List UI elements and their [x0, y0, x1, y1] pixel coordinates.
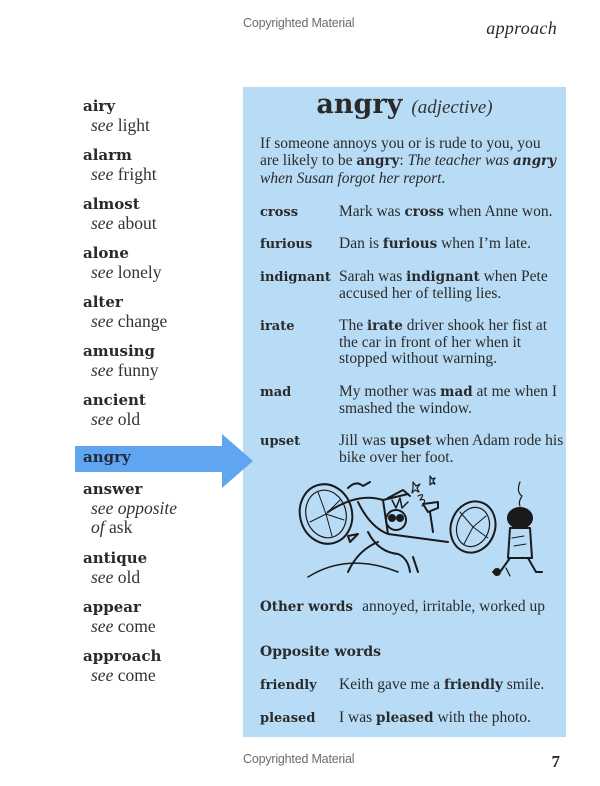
see-label: see	[91, 409, 114, 429]
definition-end: .	[441, 170, 446, 187]
synonym-example	[339, 318, 564, 368]
index-entry-alone[interactable]	[83, 244, 161, 282]
see-label: see	[91, 311, 114, 331]
synonym-example	[339, 236, 564, 253]
index-cross-reference	[83, 617, 156, 636]
opposite-words-heading: Opposite words	[260, 644, 381, 660]
index-cross-reference	[83, 361, 159, 380]
see-label: see	[91, 616, 114, 636]
ref-word: old	[117, 567, 141, 587]
copyright-notice-bottom: Copyrighted Material	[243, 752, 355, 766]
example-text: The	[339, 317, 367, 334]
example-text: when Adam rode his bike over her foot.	[339, 432, 564, 466]
opposite-example	[339, 710, 564, 727]
example-text: Jill was	[339, 432, 390, 449]
example-text: driver shook her fist at the car in front of her when it stopped without warning.	[339, 317, 548, 367]
see-label: see opposite	[91, 498, 178, 518]
index-headword: airy	[83, 97, 116, 115]
ref-word: come	[117, 665, 156, 685]
index-cross-reference	[83, 312, 167, 331]
index-cross-reference	[83, 263, 161, 282]
see-label: see	[91, 262, 114, 282]
index-cross-reference	[83, 499, 177, 518]
index-entry-appear[interactable]	[83, 598, 156, 636]
example-text: when I’m late.	[437, 235, 532, 252]
index-entry-angry-highlighted[interactable]: angry	[83, 448, 131, 466]
example-text: Sarah was	[339, 268, 407, 285]
index-headword: almost	[83, 195, 140, 213]
index-cross-reference	[83, 666, 161, 685]
index-cross-reference-cont	[83, 518, 177, 537]
index-headword: alter	[83, 293, 123, 311]
cartoon-illustration	[288, 472, 548, 582]
example-text: at me when I smashed the window.	[339, 383, 558, 417]
definition-text: If someone annoys you or is rude to you, you are likely to be	[260, 135, 541, 169]
index-entry-alter[interactable]	[83, 293, 167, 331]
ref-word: about	[117, 213, 157, 233]
example-text: when Anne won.	[443, 203, 553, 220]
example-keyword: indignant	[406, 269, 480, 285]
entry-title	[243, 89, 566, 120]
see-label: see	[91, 567, 114, 587]
index-headword: approach	[83, 647, 162, 665]
index-cross-reference	[83, 165, 157, 184]
other-words	[260, 596, 545, 616]
example-text: when Susan forgot her report	[260, 170, 442, 187]
example-text: I was	[339, 709, 377, 726]
index-headword: antique	[83, 549, 148, 567]
ref-word: funny	[117, 360, 159, 380]
entry-panel	[243, 87, 566, 737]
entry-headword: angry	[316, 89, 403, 120]
ref-word: lonely	[117, 262, 162, 282]
index-cross-reference	[83, 116, 150, 135]
synonym-word: furious	[260, 237, 313, 252]
index-cross-reference	[83, 568, 147, 587]
synonym-word: upset	[260, 434, 301, 449]
entry-definition	[260, 135, 560, 187]
ref-word: fright	[117, 164, 157, 184]
index-entry-alarm[interactable]	[83, 146, 157, 184]
see-label: see	[91, 115, 114, 135]
example-keyword: irate	[366, 318, 403, 334]
opposite-word: pleased	[260, 711, 316, 726]
synonym-word: mad	[260, 385, 292, 400]
example-keyword: friendly	[444, 677, 503, 693]
synonym-example	[339, 433, 564, 466]
synonym-word: indignant	[260, 270, 331, 285]
index-headword: ancient	[83, 391, 146, 409]
opposite-example	[339, 677, 564, 694]
copyright-notice-top: Copyrighted Material	[243, 16, 355, 30]
index-cross-reference	[83, 214, 157, 233]
example-text: Dan is	[339, 235, 383, 252]
synonym-example	[339, 269, 564, 302]
see-label: see	[91, 665, 114, 685]
index-headword: alarm	[83, 146, 132, 164]
example-text: The teacher was	[407, 152, 514, 169]
ref-word: change	[117, 311, 168, 331]
index-entry-almost[interactable]	[83, 195, 157, 233]
ref-word: come	[117, 616, 156, 636]
index-headword: amusing	[83, 342, 156, 360]
part-of-speech: (adjective)	[411, 97, 493, 118]
example-text: when Pete accused her of telling lies.	[339, 268, 548, 302]
synonym-word: irate	[260, 319, 295, 334]
synonym-example	[339, 204, 564, 221]
other-words-list: annoyed, irritable, worked up	[362, 598, 546, 615]
index-headword: answer	[83, 480, 143, 498]
ref-word: old	[117, 409, 141, 429]
ref-word: ask	[109, 517, 133, 537]
see-label: see	[91, 360, 114, 380]
synonym-example	[339, 384, 564, 417]
other-words-label: Other words	[260, 599, 353, 615]
example-text: smile.	[502, 676, 545, 693]
index-headword: alone	[83, 244, 129, 262]
definition-keyword: angry	[356, 153, 400, 169]
definition-punct: :	[399, 152, 408, 169]
synonym-word: cross	[260, 205, 299, 220]
index-cross-reference	[83, 410, 146, 429]
index-entry-approach[interactable]	[83, 647, 161, 685]
see-label: see	[91, 213, 114, 233]
page-number: 7	[551, 752, 560, 771]
opposite-word: friendly	[260, 678, 317, 693]
index-headword: appear	[83, 598, 141, 616]
running-head: approach	[486, 18, 557, 38]
index-entry-amusing[interactable]	[83, 342, 159, 380]
see-label: see	[91, 164, 114, 184]
example-text: Mark was	[339, 203, 405, 220]
example-keyword: upset	[389, 433, 432, 449]
index-entry-antique[interactable]	[83, 549, 147, 587]
example-keyword: furious	[382, 236, 438, 252]
example-text: with the photo.	[433, 709, 531, 726]
ref-word: light	[117, 115, 150, 135]
see-label: of	[91, 517, 105, 537]
example-keyword: cross	[404, 204, 444, 220]
example-text: My mother was	[339, 383, 441, 400]
example-text: Keith gave me a	[339, 676, 445, 693]
example-keyword: mad	[440, 384, 473, 400]
index-entry-ancient[interactable]	[83, 391, 146, 429]
index-entry-airy[interactable]	[83, 97, 150, 135]
example-keyword: angry	[513, 153, 557, 169]
example-keyword: pleased	[376, 710, 434, 726]
